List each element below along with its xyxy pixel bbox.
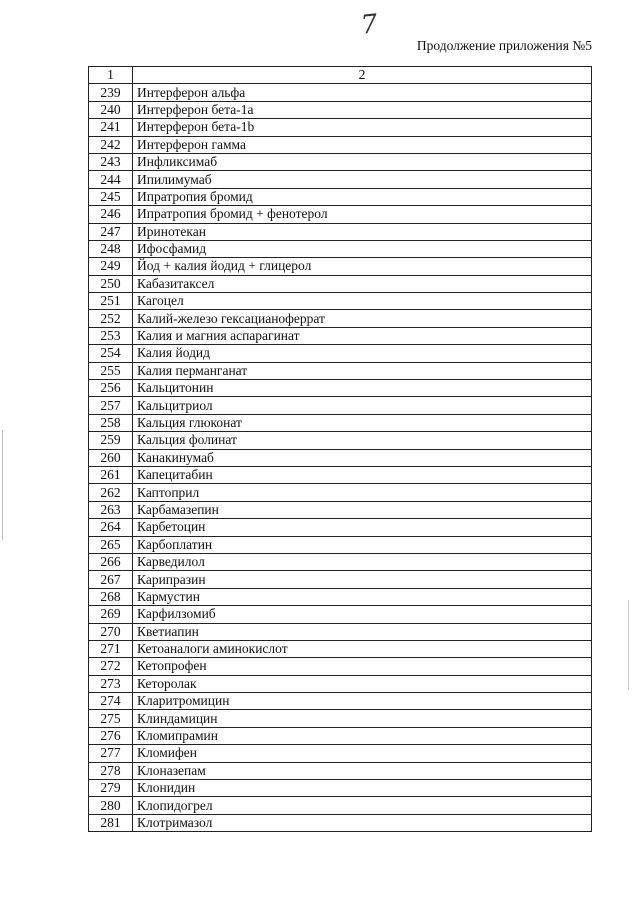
table-row [89,484,592,501]
table-row [89,327,592,344]
drug-name: Кальцитонин [133,380,592,397]
row-number: 247 [89,223,133,240]
row-number: 271 [89,640,133,657]
drug-name: Карбетоцин [133,519,592,536]
table-row [89,536,592,553]
table-row [89,206,592,223]
table-row [89,501,592,518]
table-row [89,153,592,170]
row-number: 268 [89,588,133,605]
drug-name: Карведилол [133,553,592,570]
row-number: 265 [89,536,133,553]
table-row [89,223,592,240]
drug-name: Кеторолак [133,675,592,692]
drug-name: Карбоплатин [133,536,592,553]
row-number: 256 [89,380,133,397]
drug-name: Клопидогрел [133,797,592,814]
table-row [89,814,592,831]
drug-table [88,66,592,832]
row-number: 277 [89,745,133,762]
table-row [89,588,592,605]
drug-name: Капецитабин [133,466,592,483]
row-number: 242 [89,136,133,153]
table-row [89,606,592,623]
table-row [89,84,592,101]
drug-name: Карфилзомиб [133,606,592,623]
row-number: 260 [89,449,133,466]
table-row [89,658,592,675]
row-number: 244 [89,171,133,188]
row-number: 278 [89,762,133,779]
table-row [89,432,592,449]
drug-name: Калия и магния аспарагинат [133,327,592,344]
row-number: 275 [89,710,133,727]
row-number: 258 [89,414,133,431]
row-number: 252 [89,310,133,327]
drug-name: Интерферон гамма [133,136,592,153]
drug-name: Клоназепам [133,762,592,779]
drug-name: Интерферон бета-1a [133,101,592,118]
row-number: 241 [89,119,133,136]
drug-name: Кальция фолинат [133,432,592,449]
drug-name: Калия йодид [133,345,592,362]
drug-name: Каптоприл [133,484,592,501]
row-number: 272 [89,658,133,675]
drug-name: Кагоцел [133,293,592,310]
table-row [89,240,592,257]
drug-name: Ипратропия бромид [133,188,592,205]
table-row [89,258,592,275]
drug-name: Карбамазепин [133,501,592,518]
drug-name: Кетопрофен [133,658,592,675]
row-number: 259 [89,432,133,449]
table-row [89,188,592,205]
drug-name: Кабазитаксел [133,275,592,292]
table-row [89,119,592,136]
row-number: 248 [89,240,133,257]
table-row [89,171,592,188]
row-number: 254 [89,345,133,362]
row-number: 267 [89,571,133,588]
table-row [89,293,592,310]
table-row [89,519,592,536]
drug-name: Ипилимумаб [133,171,592,188]
row-number: 257 [89,397,133,414]
drug-name: Калия перманганат [133,362,592,379]
page-number: 7 [359,9,380,41]
row-number: 246 [89,206,133,223]
table-row [89,571,592,588]
row-number: 270 [89,623,133,640]
table-row [89,693,592,710]
drug-name: Кломифен [133,745,592,762]
drug-name: Интерферон альфа [133,84,592,101]
column-header-number: 1 [89,67,133,84]
table-row [89,466,592,483]
row-number: 239 [89,84,133,101]
table-row [89,762,592,779]
row-number: 261 [89,466,133,483]
drug-name: Калий-железо гексацианоферрат [133,310,592,327]
table-row [89,380,592,397]
table-row [89,310,592,327]
scan-margin-mark [2,430,3,540]
table-row [89,553,592,570]
table-row [89,640,592,657]
row-number: 276 [89,727,133,744]
drug-name: Кломипрамин [133,727,592,744]
drug-name: Кетоаналоги аминокислот [133,640,592,657]
table-row [89,101,592,118]
row-number: 274 [89,693,133,710]
row-number: 262 [89,484,133,501]
row-number: 263 [89,501,133,518]
drug-name: Йод + калия йодид + глицерол [133,258,592,275]
table-row [89,727,592,744]
drug-name: Ипратропия бромид + фенотерол [133,206,592,223]
drug-name: Иринотекан [133,223,592,240]
continuation-label: Продолжение приложения №5 [416,38,592,53]
row-number: 264 [89,519,133,536]
scan-margin-mark-right [628,600,629,690]
column-header-name: 2 [133,67,592,84]
table-row [89,449,592,466]
row-number: 273 [89,675,133,692]
drug-name: Клонидин [133,780,592,797]
drug-name: Клиндамицин [133,710,592,727]
row-number: 279 [89,780,133,797]
table-header-row [89,67,592,84]
table-row [89,710,592,727]
drug-name: Инфликсимаб [133,153,592,170]
table-row [89,136,592,153]
table-row [89,623,592,640]
drug-name: Кветиапин [133,623,592,640]
table-row [89,797,592,814]
row-number: 280 [89,797,133,814]
table-row [89,275,592,292]
row-number: 253 [89,327,133,344]
row-number: 251 [89,293,133,310]
drug-name: Карипразин [133,571,592,588]
table-row [89,345,592,362]
table-row [89,414,592,431]
row-number: 250 [89,275,133,292]
table-body [89,84,592,832]
drug-name: Интерферон бета-1b [133,119,592,136]
table-row [89,362,592,379]
row-number: 266 [89,553,133,570]
drug-name: Ифосфамид [133,240,592,257]
drug-name: Клотримазол [133,814,592,831]
table-row [89,397,592,414]
table-row [89,675,592,692]
drug-name: Кальция глюконат [133,414,592,431]
table-row [89,780,592,797]
row-number: 281 [89,814,133,831]
row-number: 255 [89,362,133,379]
row-number: 269 [89,606,133,623]
drug-name: Кальцитриол [133,397,592,414]
drug-name: Кларитромицин [133,693,592,710]
drug-name: Канакинумаб [133,449,592,466]
row-number: 240 [89,101,133,118]
row-number: 243 [89,153,133,170]
row-number: 249 [89,258,133,275]
row-number: 245 [89,188,133,205]
table-row [89,745,592,762]
drug-name: Кармустин [133,588,592,605]
